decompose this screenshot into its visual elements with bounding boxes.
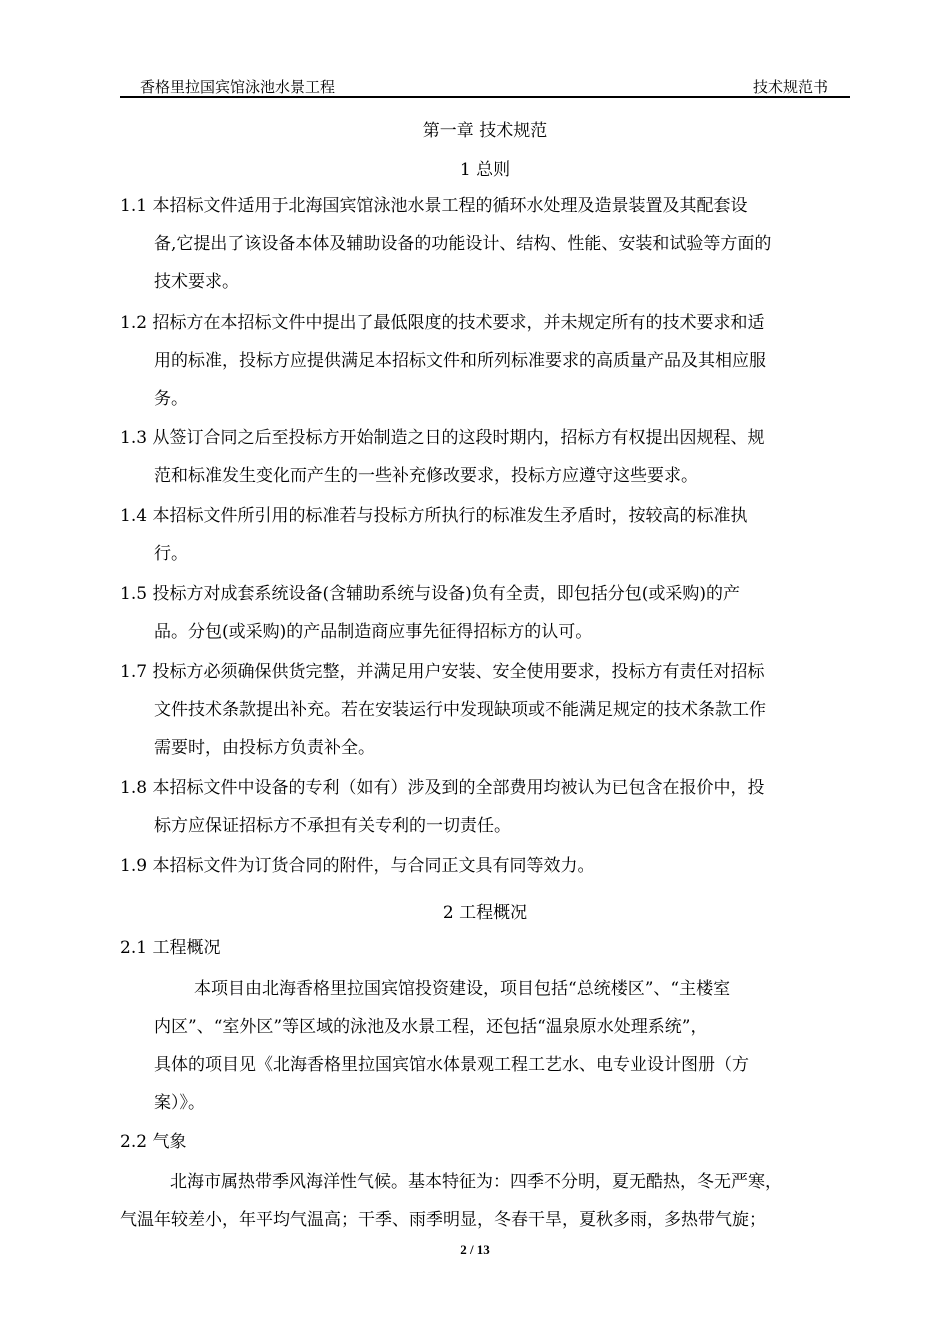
clause-line: 技术要求。 (154, 272, 239, 292)
paragraph-line: 北海市属热带季风海洋性气候。基本特征为：四季不分明，夏无酷热，冬无严寒， (170, 1172, 782, 1192)
clause-line: 务。 (154, 389, 188, 409)
clause-line: 1.7 投标方必须确保供货完整，并满足用户安装、安全使用要求，投标方有责任对招标 (120, 662, 765, 682)
clause-line: 行。 (154, 544, 188, 564)
chapter-title: 第一章 技术规范 (422, 121, 548, 141)
subsection-2-1-title: 2.1 工程概况 (120, 938, 221, 958)
subsection-2-2-title: 2.2 气象 (120, 1132, 187, 1152)
clause-1-8 (120, 769, 852, 845)
paragraph-line: 案）》。 (154, 1093, 205, 1113)
paragraph-line: 具体的项目见《北海香格里拉国宾馆水体景观工程工艺水、电专业设计图册（方 (154, 1055, 749, 1075)
section-1-title: 1 总则 (459, 160, 511, 180)
clause-1-7 (120, 653, 852, 767)
clause-line: 1.3 从签订合同之后至投标方开始制造之日的这段时期内，招标方有权提出因规程、规 (120, 428, 765, 448)
clause-line: 需要时，由投标方负责补全。 (154, 738, 375, 758)
clause-line: 1.5 投标方对成套系统设备(含辅助系统与设备)负有全责，即包括分包(或采购)的产 (120, 584, 740, 604)
paragraph-line: 本项目由北海香格里拉国宾馆投资建设，项目包括“总统楼区”、“主楼室 (194, 979, 731, 999)
clause-line: 1.4 本招标文件所引用的标准若与投标方所执行的标准发生矛盾时，按较高的标准执 (120, 506, 748, 526)
clause-1-5 (120, 575, 852, 651)
subsection-2-2-body-cont (120, 1201, 766, 1239)
clause-line: 用的标准，投标方应提供满足本招标文件和所列标准要求的高质量产品及其相应服 (154, 351, 766, 371)
clause-line: 文件技术条款提出补充。若在安装运行中发现缺项或不能满足规定的技术条款工作 (154, 700, 766, 720)
clause-1-9 (120, 847, 852, 885)
clause-line: 1.8 本招标文件中设备的专利（如有）涉及到的全部费用均被认为已包含在报价中，投 (120, 778, 765, 798)
clause-line: 备,它提出了该设备本体及辅助设备的功能设计、结构、性能、安装和试验等方面的 (154, 234, 772, 254)
paragraph-line: 气温年较差小，年平均气温高；干季、雨季明显，冬春干旱，夏秋多雨，多热带气旋； (120, 1210, 766, 1230)
clause-1-4 (120, 497, 852, 573)
header-project-name: 香格里拉国宾馆泳池水景工程 (140, 78, 336, 96)
clause-line: 标方应保证招标方不承担有关专利的一切责任。 (154, 816, 511, 836)
subsection-2-2-body (170, 1163, 782, 1201)
subsection-2-1-body-cont (154, 1008, 749, 1122)
clause-line: 1.9 本招标文件为订货合同的附件，与合同正文具有同等效力。 (120, 856, 595, 876)
page-header (120, 74, 850, 98)
paragraph-line: 内区”、“室外区”等区域的泳池及水景工程，还包括“温泉原水处理系统”， (154, 1017, 708, 1037)
clause-line: 1.2 招标方在本招标文件中提出了最低限度的技术要求，并未规定所有的技术要求和适 (120, 313, 765, 333)
clause-line: 1.1 本招标文件适用于北海国宾馆泳池水景工程的循环水处理及造景装置及其配套设 (120, 196, 748, 216)
header-doc-type: 技术规范书 (752, 78, 828, 96)
page-number: 2 / 13 (460, 1242, 490, 1257)
clause-1-2 (120, 304, 852, 418)
clause-1-3 (120, 419, 852, 495)
section-2-title: 2 工程概况 (442, 903, 528, 923)
clause-1-1 (120, 187, 852, 301)
clause-line: 品。分包(或采购)的产品制造商应事先征得招标方的认可。 (154, 622, 593, 642)
clause-line: 范和标准发生变化而产生的一些补充修改要求，投标方应遵守这些要求。 (154, 466, 698, 486)
subsection-2-1-body (194, 970, 730, 1008)
